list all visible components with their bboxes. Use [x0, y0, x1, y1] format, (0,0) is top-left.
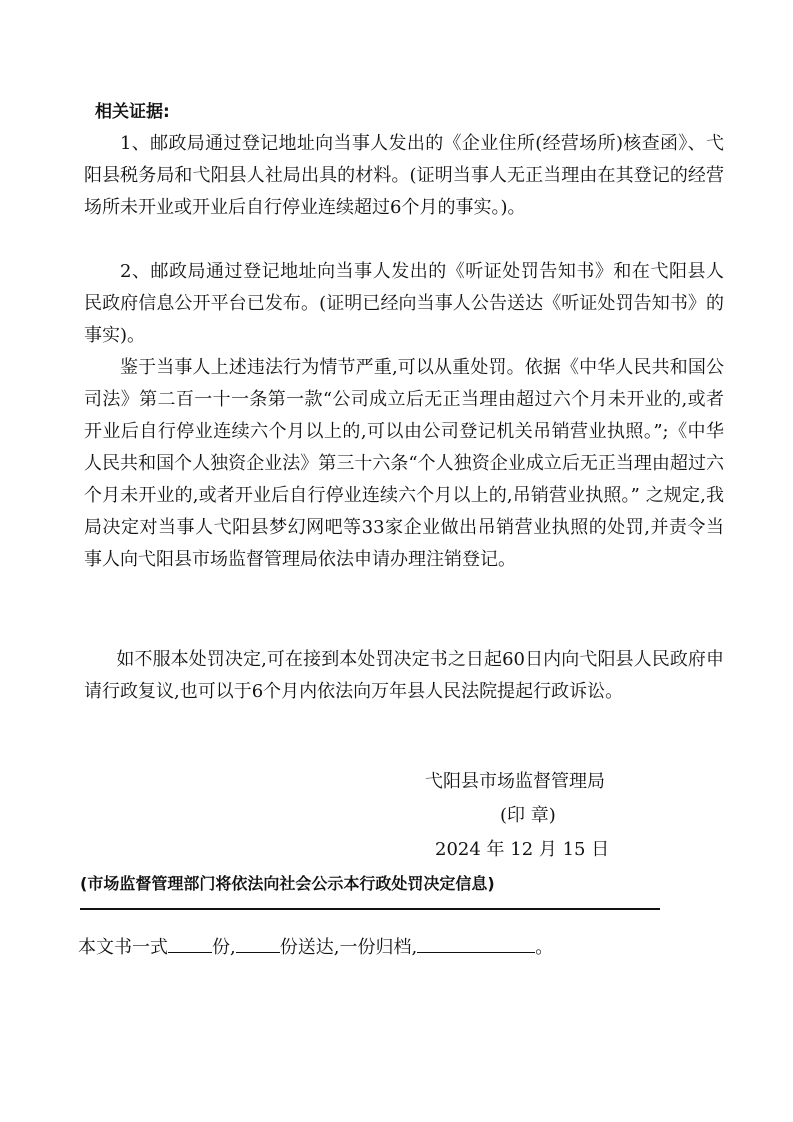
- copies-text-2: 份,: [212, 937, 236, 958]
- issuing-organization: 弋阳县市场监督管理局: [425, 771, 605, 792]
- copies-total-blank: [168, 930, 212, 953]
- seal-placeholder: (印 章): [500, 805, 556, 826]
- copies-text-4: 。: [535, 937, 554, 958]
- copies-line: [78, 930, 553, 963]
- publicity-notice: (市场监督管理部门将依法向社会公示本行政处罚决定信息): [80, 874, 495, 893]
- issue-date: 2024 年 12 月 15 日: [435, 839, 610, 860]
- evidence-item-1: 1、邮政局通过登记地址向当事人发出的《企业住所(经营场所)核查函》、弋阳县税务局和弋阳县人社局出具的材料。(证明当事人无正当理由在其登记的经营场所未开业或开业后自行停业连续超过6个月的事实。)。: [84, 133, 724, 218]
- copies-extra-blank: [417, 930, 535, 953]
- copies-text-3: 份送达,一份归档,: [279, 937, 418, 958]
- evidence-item-2: 2、邮政局通过登记地址向当事人发出的《听证处罚告知书》和在弋阳县人民政府信息公开平台已发布。(证明已经向当事人公告送达《听证处罚告知书》的事实)。: [84, 261, 724, 346]
- decision-paragraph: 鉴于当事人上述违法行为情节严重,可以从重处罚。依据《中华人民共和国公司法》第二百一十一条第一款“公司成立后无正当理由超过六个月未开业的,或者开业后自行停业连续六个月以上的,可以由公司登记机关吊销营业执照。”;《中华人民共和国个人独资企业法》第三十六条“个人独资企业成立后无正当理由超过六个月未开业的,或者开业后自行停业连续六个月以上的,吊销营业执照。” 之规定,我局决定对当事人弋阳县梦幻网吧等33家企业做出吊销营业执照的处罚,并责令当事人向弋阳县市场监督管理局依法申请办理注销登记。: [84, 357, 724, 570]
- evidence-heading: 相关证据:: [95, 102, 170, 122]
- copies-served-blank: [236, 930, 280, 953]
- appeal-paragraph: 如不服本处罚决定,可在接到本处罚决定书之日起60日内向弋阳县人民政府申请行政复议,也可以于6个月内依法向万年县人民法院提起行政诉讼。: [84, 649, 724, 702]
- divider-line: [80, 908, 660, 910]
- copies-text-1: 本文书一式: [78, 937, 168, 958]
